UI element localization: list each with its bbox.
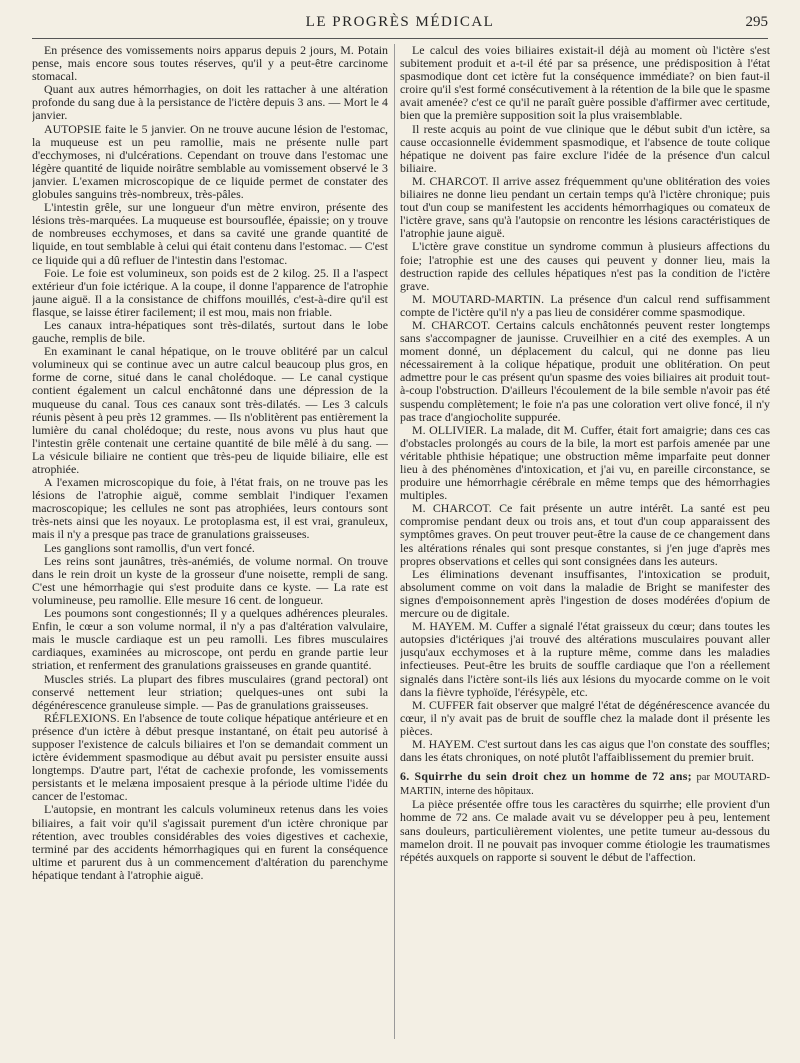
paragraph: Il reste acquis au point de vue clinique que le début subit d'un ictère, sa cause occasionnelle évidemment spasmodique, et l'absence de toute colique hépatique ne doivent pas faire exclure l'idée de la présence d'un calcul biliaire. [400, 121, 770, 175]
running-header [32, 12, 768, 39]
paragraph: M. HAYEM. C'est surtout dans les cas aigus que l'on constate des souffles; dans les états chroniques, on noté plutôt l'affaiblissement du premier bruit. [400, 736, 770, 765]
paragraph: M. CHARCOT. Certains calculs enchâtonnés peuvent rester longtemps sans s'accompagner de jaunisse. Cruveilhier en a cité des exemples. A un moment donné, un déplacement du calcul, qui ne donne pas lieu nécessairement à la colique hépatique, produit une oblitération. On peut admettre pour le cas présent qu'un spasme des voies biliaires ait produit tout-à-coup l'obstruction. D'ailleurs l'écoulement de la bile semble n'avoir pas été suspendu complètement; le foie n'a pas une coloration vert olive foncé, il n'y pas trace d'angiocholite suppurée. [400, 317, 770, 424]
paragraph: En examinant le canal hépatique, on le trouve oblitéré par un calcul volumineux qui se continue avec un autre calcul beaucoup plus gros, en forme de corne, situé dans le canal cholédoque. — Le canal cystique contient également un calcul enchâtonné dans une dépression de la muqueuse du canal. Tous ces canaux sont très-dilatés. — Les 3 calculs réunis pèsent à peu près 12 grammes. — Ils n'oblitèrent pas entièrement la lumière du canal cholédoque; du reste, nous avons vu plus haut que l'intestin grêle contenait une certaine quantité de bile mêlé à du sang. — La vésicule biliaire ne contient que très-peu de liquide biliaire, elle est atrophiée. [32, 344, 388, 476]
section-heading [400, 770, 770, 798]
paragraph: L'ictère grave constitue un syndrome commun à plusieurs affections du foie; l'atrophie est une des causes qui peuvent y donner lieu, mais la destruction rapide des cellules hépatiques n'est pas la condition de l'ictère grave. [400, 239, 770, 293]
paragraph: M. OLLIVIER. La malade, dit M. Cuffer, était fort amaigrie; dans ces cas d'obstacles prolongés au cours de la bile, la mort est parfois amenée par une véritable phthisie hépatique; une obstruction même imparfaite peut donner lieu à des phénomènes d'intoxication, et j'ai vu, en pareille circonstance, se produire une hémorrhagie cérébrale en même temps que des hémorrhagies multiples. [400, 422, 770, 503]
column-divider [394, 44, 395, 1039]
paragraph: La pièce présentée offre tous les caractères du squirrhe; elle provient d'un homme de 72 ans. Ce malade avait vu se développer peu à peu, lentement sans douleurs, particulièrement violentes, une petite tumeur au-dessous du mamelon droit. Il ne pouvait pas invoquer comme étiologie les traumatismes répétés auxquels on rapporte si souvent le début de l'affection. [400, 797, 770, 864]
paragraph: M. CUFFER fait observer que malgré l'état de dégénérescence avancée du cœur, il n'y avait pas de bruit de souffle chez la malade dont il présente les pièces. [400, 697, 770, 738]
paragraph: Quant aux autres hémorrhagies, on doit les rattacher à une altération profonde du sang due à la persistance de l'ictère depuis 3 ans. — Mort le 4 janvier. [32, 82, 388, 123]
paragraph: AUTOPSIE faite le 5 janvier. On ne trouve aucune lésion de l'estomac, la muqueuse est un peu ramollie, mais ne présente nulle part d'ecchymoses, ni d'ulcérations. Cependant on trouve dans l'estomac une légère quantité de liquide noirâtre semblable au vomissement observé le 3 janvier. L'examen microscopique de ce liquide permet de constater des globules sanguins très-nombreux, très-pâles. [32, 121, 388, 202]
paragraph: L'intestin grêle, sur une longueur d'un mètre environ, présente des lésions très-marquées. La muqueuse est boursouflée, épaissie; on y trouve de nombreuses ecchymoses, et dans sa cavité une grande quantité de liquide, en tout semblable à celui qui était contenu dans l'estomac. — C'est ce liquide qui a dû refluer de l'intestin dans l'estomac. [32, 200, 388, 267]
paragraph: M. CHARCOT. Il arrive assez fréquemment qu'une oblitération des voies biliaires ne donne lieu pendant un certain temps qu'à l'ictère chronique; puis tout d'un coup se manifestent les accidents hémorrhagiques ou comateux de l'ictère grave, sans qu'à l'autopsie on rencontre les lésions caractéristiques de l'atrophie jaune aiguë. [400, 173, 770, 241]
paragraph: Muscles striés. La plupart des fibres musculaires (grand pectoral) ont conservé nettement leur striation; quelques-unes ont subi la dégénérescence granuleuse simple. — Pas de granulations graisseuses. [32, 671, 388, 712]
paragraph: L'autopsie, en montrant les calculs volumineux retenus dans les voies biliaires, a fait voir qu'il s'agissait purement d'un ictère chronique par rétention, avec troubles considérables des voies digestives et cachexie, terminé par des accidents hémorrhagiques qui en furent la conséquence ultime et parurent dus à un commencement d'altération du parenchyme hépatique tendant à l'atrophie aiguë. [32, 802, 388, 882]
paragraph: Foie. Le foie est volumineux, son poids est de 2 kilog. 25. Il a l'aspect extérieur d'un foie ictérique. A la coupe, il donne l'apparence de l'atrophie jaune aiguë. Il a la consistance de chiffons mouillés, c'est-à-dire qu'il est flasque, se laisse étirer facilement; il est mou, mais non friable. [32, 265, 388, 319]
section-title: 6. Squirrhe du sein droit chez un homme de 72 ans; [400, 769, 692, 784]
journal-title: LE PROGRÈS MÉDICAL [305, 14, 495, 30]
right-column [400, 44, 770, 1053]
paragraph: Les éliminations devenant insuffisantes, l'intoxication se produit, absolument comme on voit dans la maladie de Bright se manifester des signes d'empoisonnement après l'ingestion de doses modérées d'opium de mercure ou de digitale. [400, 566, 770, 621]
left-column [32, 44, 388, 1053]
paragraph: M. CHARCOT. Ce fait présente un autre intérêt. La santé est peu compromise pendant deux ou trois ans, et tout d'un coup apparaissent des symptômes graves. On peut trouver peut-être la cause de ce changement dans les altérations rénales qui sont presque constantes, si j'en juge d'après mes propres observations et celles qui sont consignées dans les auteurs. [400, 501, 770, 568]
paragraph: Les poumons sont congestionnés; Il y a quelques adhérences pleurales. Enfin, le cœur a son volume normal, il n'y a pas d'altération valvulaire, mais le muscle cardiaque est un peu ramolli. Les fibres musculaires cardiaques, examinées au microscope, ont perdu en grande partie leur striation, et renferment des granulations graisseuses en grande quantité. [32, 606, 388, 673]
paragraph: M. MOUTARD-MARTIN. La présence d'un calcul rend suffisamment compte de l'ictère qu'il n'y a pas lieu de considérer comme spasmodique. [400, 291, 770, 319]
paragraph: Les canaux intra-hépatiques sont très-dilatés, surtout dans le lobe gauche, remplis de bile. [32, 317, 388, 346]
paragraph: Les reins sont jaunâtres, très-anémiés, de volume normal. On trouve dans le rein droit un kyste de la grosseur d'une noisette, rempli de sang. C'est une hémorrhagie qui s'est produite dans ce kyste. — La rate est volumineuse, peu ramollie. Elle mesure 16 cent. de longueur. [32, 553, 388, 607]
paragraph: Les ganglions sont ramollis, d'un vert foncé. [44, 540, 255, 555]
paragraph: RÉFLEXIONS. En l'absence de toute colique hépatique antérieure et en présence d'un ictère à début presque instantané, on était peu autorisé à supposer l'existence de calculs biliaires et l'on se demandait comment un ictère évidemment spasmodique au début avait pu persister ensuite aussi longtemps. D'autre part, l'état de cachexie profonde, les vomissements persistants et le melæna imposaient presque à la période ultime l'idée du cancer de l'estomac. [32, 710, 388, 804]
paragraph: Le calcul des voies biliaires existait-il déjà au moment où l'ictère s'est subitement produit et a-t-il été par sa présence, une prédisposition à l'état spasmodique dont cet ictère fut la conséquence immédiate? on bien faut-il croire qu'il s'est formé consécutivement à la rétention de la bile que le spasme avait amenée? c'est ce qu'il ne paraît guère possible d'affirmer avec certitude, bien que la première supposition soit la plus vraisemblable. [400, 44, 770, 123]
section-byline: par MOUTARD-MARTIN, interne des hôpitaux. [400, 772, 770, 798]
paragraph: A l'examen microscopique du foie, à l'état frais, on ne trouve pas les lésions de l'atrophie aiguë, comme semblait l'indiquer l'examen macroscopique; les cellules ne sont pas atrophiées, leurs contours sont très-nets ainsi que les noyaux. Le protoplasma est, il est vrai, granuleux, mais il n'y a presque pas trace de granulations graisseuses. [32, 475, 388, 542]
page-number: 295 [745, 14, 768, 30]
paragraph: En présence des vomissements noirs apparus depuis 2 jours, M. Potain pense, mais encore sous toutes réserves, qu'il y a peut-être carcinome stomacal. [32, 44, 388, 84]
paragraph: M. HAYEM. M. Cuffer a signalé l'état graisseux du cœur; dans toutes les autopsies d'ictériques j'ai trouvé des altérations musculaires pouvant aller jusqu'aux ecchymoses et à la rupture même, comme dans les maladies infectieuses. Peut-être les bruits de souffle cardiaque que l'on a réellement signalés dans l'ictère sont-ils liés aux lésions du myocarde comme on le voit dans la fièvre typhoïde, l'érésypèle, etc. [400, 619, 770, 699]
